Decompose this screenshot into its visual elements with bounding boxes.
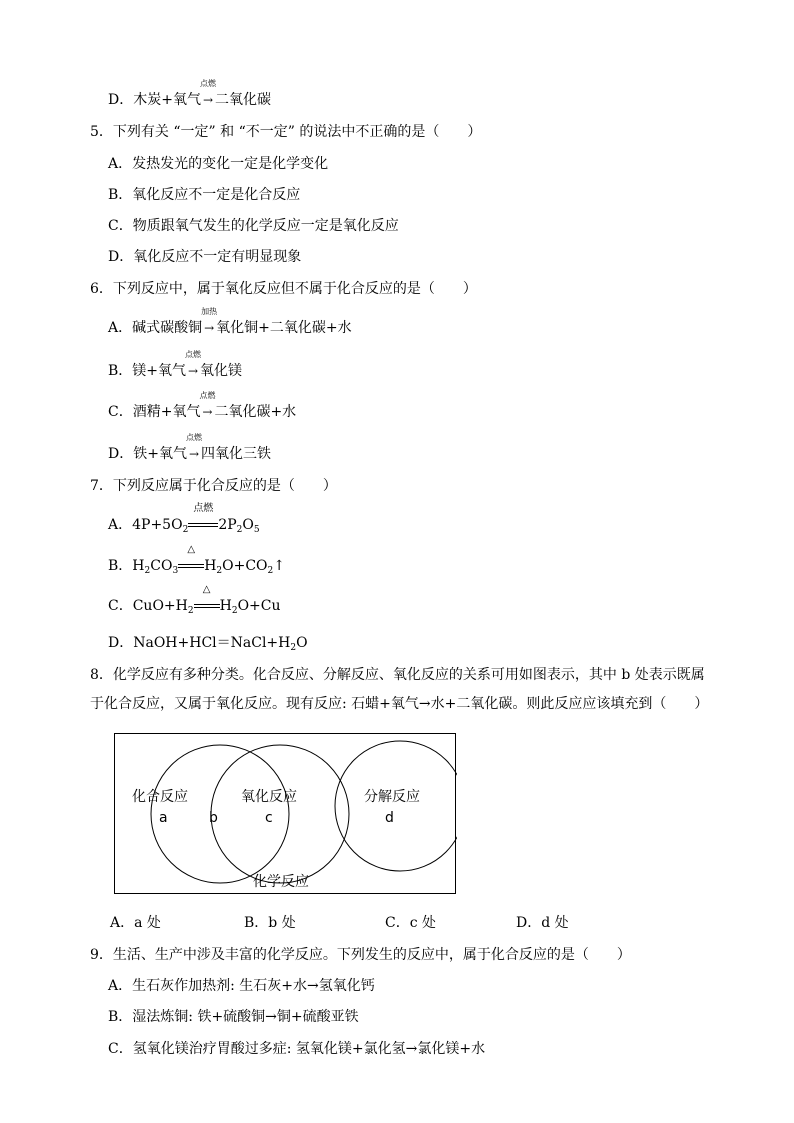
q6-stem: 6．下列反应中，属于氧化反应但不属于化合反应的是（ ） [90, 281, 477, 297]
q7-stem: 7．下列反应属于化合反应的是（ ） [90, 478, 337, 494]
reaction-arrow: 点燃 → [185, 433, 202, 461]
q8-option-a: A．a 处 [110, 915, 161, 931]
label-b: b [209, 810, 218, 826]
q6-option-b: B．镁+氧气 点燃 → 氧化镁 [108, 350, 243, 379]
q7-option-d: D．$NaOH+HCl=NaCl+H_2O$ [108, 635, 308, 653]
q5-option-c: C．物质跟氧气发生的化学反应一定是氧化反应 [108, 218, 399, 234]
label-oxidation: 氧化反应 [241, 789, 297, 805]
q5-option-a: A．发热发光的变化一定是化学变化 [108, 156, 329, 172]
q5-option-d: D．氧化反应不一定有明显现象 [108, 249, 302, 265]
q8-option-b: B．b 处 [244, 915, 296, 931]
label-combination: 化合反应 [132, 789, 188, 805]
q9-option-b: B．湿法炼铜: 铁+硫酸铜→铜+硫酸亚铁 [108, 1009, 359, 1025]
label-c: c [265, 810, 273, 826]
label-decomposition: 分解反应 [364, 789, 420, 805]
q6-option-c: C．酒精+氧气 点燃 → 二氧化碳+水 [108, 391, 297, 420]
equals-sign: 点燃 [188, 515, 218, 535]
q9-option-c: C．氢氧化镁治疗胃酸过多症: 氢氧化镁+氯化氢→氯化镁+水 [108, 1041, 486, 1057]
q7-option-c: C．$CuO+H_2$ △ $H_2O+Cu$ [108, 584, 281, 616]
q8-option-c: C．c 处 [385, 915, 437, 931]
q9-option-a: A．生石灰作加热剂: 生石灰+水→氢氧化钙 [108, 978, 375, 994]
reaction-arrow: 点燃 → [185, 350, 202, 378]
q8-stem-line1: 8．化学反应有多种分类。化合反应、分解反应、氧化反应的关系可用如图表示，其中 b 处表示既属 [90, 667, 705, 683]
reaction-arrow: 加热 → [201, 307, 218, 335]
q5-stem: 5．下列有关 “一定” 和 “不一定” 的说法中不正确的是（ ） [90, 124, 482, 140]
equals-sign: △ [194, 596, 220, 616]
q7-option-a: A．$4P+5O_2$ 点燃 $2P_2O_5$ [108, 503, 260, 535]
label-chemical-reaction: 化学反应 [253, 874, 309, 890]
q6-option-d: D．铁+氧气 点燃 → 四氧化三铁 [108, 433, 271, 462]
label-d: d [385, 810, 394, 826]
equals-sign: △ [178, 556, 204, 576]
label-a: a [159, 810, 168, 826]
q5-option-b: B．氧化反应不一定是化合反应 [108, 187, 301, 203]
q8-stem-line2: 于化合反应，又属于氧化反应。现有反应: 石蜡+氧气→水+二氧化碳。则此反应应该填充到（ ） [90, 696, 709, 712]
reaction-arrow: 点燃 → [199, 391, 216, 419]
q4-option-d: D．木炭+氧气 点燃 → 二氧化碳 [108, 79, 271, 108]
q8-option-d: D．d 处 [516, 915, 569, 931]
q7-option-b: B．$H_2CO_3$ △ $H_2O+CO_2↑$ [108, 544, 286, 576]
q6-option-a: A．碱式碳酸铜 加热 → 氧化铜+二氧化碳+水 [108, 307, 352, 336]
circle-oxidation [211, 745, 349, 883]
reaction-arrow: 点燃 → [199, 79, 216, 107]
q9-stem: 9．生活、生产中涉及丰富的化学反应。下列发生的反应中，属于化合反应的是（ ） [90, 947, 631, 963]
circle-decomposition [335, 741, 457, 871]
venn-diagram [114, 733, 456, 894]
